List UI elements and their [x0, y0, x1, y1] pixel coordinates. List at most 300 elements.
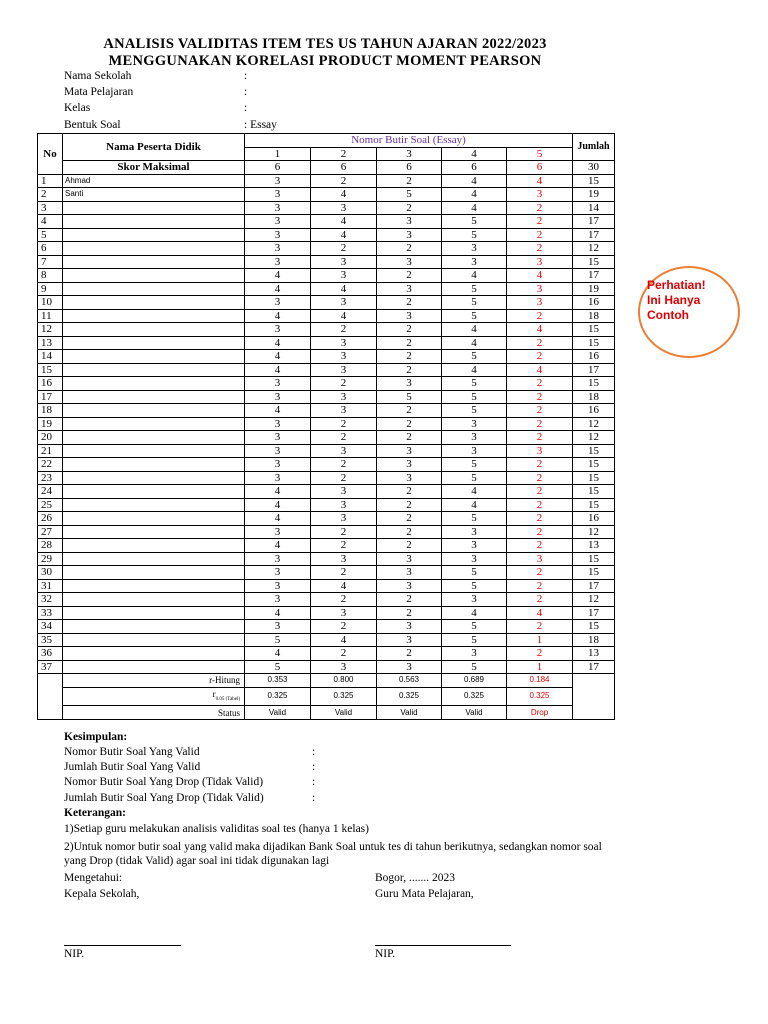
header-no: No	[38, 134, 63, 175]
total-cell: 12	[573, 242, 615, 256]
total-cell: 16	[573, 296, 615, 310]
score-cell: 3	[245, 296, 311, 310]
info-row-mata-pelajaran	[64, 86, 247, 98]
row-number: 12	[38, 323, 63, 337]
score-cell: 5	[245, 633, 311, 647]
stat-blank-right	[573, 674, 615, 720]
total-cell: 17	[573, 269, 615, 283]
score-cell: 3	[377, 552, 442, 566]
table-row	[38, 255, 615, 269]
score-cell: 3	[442, 417, 507, 431]
table-row	[38, 458, 615, 472]
row-number: 6	[38, 242, 63, 256]
table-row	[38, 525, 615, 539]
total-cell: 15	[573, 323, 615, 337]
table-row	[38, 579, 615, 593]
score-cell: 2	[377, 174, 442, 188]
score-cell: 4	[245, 363, 311, 377]
student-name	[63, 633, 245, 647]
table-row	[38, 228, 615, 242]
score-cell: 3	[442, 242, 507, 256]
score-cell: 2	[507, 485, 573, 499]
item-number: 1	[245, 147, 311, 161]
total-cell: 15	[573, 444, 615, 458]
row-number: 24	[38, 485, 63, 499]
signature-right-top: Bogor, ....... 2023	[375, 872, 456, 884]
score-cell: 2	[507, 539, 573, 553]
row-number: 16	[38, 377, 63, 391]
score-cell: 2	[311, 593, 377, 607]
kesimpulan-item: Jumlah Butir Soal Yang Drop (Tidak Valid)	[64, 792, 264, 804]
score-cell: 3	[377, 633, 442, 647]
student-name	[63, 417, 245, 431]
score-cell: 2	[377, 296, 442, 310]
table-row	[38, 620, 615, 634]
score-cell: 3	[311, 350, 377, 364]
student-name	[63, 269, 245, 283]
score-cell: 5	[442, 296, 507, 310]
score-cell: 3	[377, 255, 442, 269]
score-cell: 3	[245, 377, 311, 391]
score-cell: 3	[245, 593, 311, 607]
total-cell: 16	[573, 350, 615, 364]
score-cell: 2	[311, 431, 377, 445]
score-cell: 4	[245, 404, 311, 418]
score-cell: 4	[311, 633, 377, 647]
table-row	[38, 296, 615, 310]
score-cell: 2	[377, 242, 442, 256]
total-cell: 19	[573, 188, 615, 202]
kesimpulan-item: Nomor Butir Soal Yang Drop (Tidak Valid)	[64, 776, 264, 788]
student-name	[63, 242, 245, 256]
score-cell: 3	[245, 552, 311, 566]
score-cell: 2	[507, 498, 573, 512]
row-number: 15	[38, 363, 63, 377]
row-number: 25	[38, 498, 63, 512]
score-cell: 5	[377, 188, 442, 202]
rtabel-value: 0.325	[442, 687, 507, 706]
row-number: 27	[38, 525, 63, 539]
score-cell: 3	[377, 579, 442, 593]
table-row	[38, 552, 615, 566]
score-cell: 4	[442, 269, 507, 283]
student-name	[63, 296, 245, 310]
score-cell: 2	[507, 242, 573, 256]
student-name	[63, 512, 245, 526]
score-cell: 2	[377, 498, 442, 512]
row-number: 14	[38, 350, 63, 364]
score-cell: 4	[245, 606, 311, 620]
table-row	[38, 431, 615, 445]
table-row	[38, 350, 615, 364]
student-name	[63, 471, 245, 485]
score-cell: 3	[311, 498, 377, 512]
score-cell: 2	[377, 539, 442, 553]
score-cell: 3	[245, 201, 311, 215]
score-cell: 2	[507, 417, 573, 431]
total-cell: 18	[573, 633, 615, 647]
score-cell: 2	[507, 201, 573, 215]
total-cell: 15	[573, 485, 615, 499]
score-cell: 4	[245, 336, 311, 350]
skor-maksimal-value: 6	[245, 161, 311, 175]
score-cell: 3	[245, 228, 311, 242]
info-value: :	[244, 70, 248, 82]
score-cell: 2	[507, 566, 573, 580]
rtabel-label-main: r	[212, 688, 216, 699]
score-cell: 4	[442, 363, 507, 377]
row-number: 19	[38, 417, 63, 431]
total-cell: 17	[573, 660, 615, 674]
rhitung-value: 0.353	[245, 674, 311, 688]
student-name	[63, 620, 245, 634]
skor-maksimal-value: 6	[507, 161, 573, 175]
total-cell: 16	[573, 512, 615, 526]
score-cell: 3	[311, 660, 377, 674]
score-cell: 2	[507, 620, 573, 634]
total-cell: 18	[573, 309, 615, 323]
score-cell: 3	[377, 444, 442, 458]
score-cell: 5	[442, 660, 507, 674]
student-name: Santi	[63, 188, 245, 202]
student-name	[63, 309, 245, 323]
score-cell: 2	[377, 606, 442, 620]
status-value: Valid	[311, 706, 377, 720]
kesimpulan-colon: :	[312, 746, 316, 758]
score-cell: 2	[507, 404, 573, 418]
table-row	[38, 377, 615, 391]
score-cell: 2	[377, 593, 442, 607]
kesimpulan-colon: :	[312, 761, 316, 773]
score-cell: 4	[442, 485, 507, 499]
table-row	[38, 215, 615, 229]
score-cell: 3	[245, 579, 311, 593]
score-cell: 5	[442, 471, 507, 485]
status-value: Drop	[507, 706, 573, 720]
score-cell: 3	[245, 255, 311, 269]
score-cell: 3	[245, 471, 311, 485]
score-cell: 3	[377, 471, 442, 485]
row-number: 5	[38, 228, 63, 242]
score-cell: 2	[377, 512, 442, 526]
student-name	[63, 404, 245, 418]
score-cell: 5	[442, 633, 507, 647]
score-cell: 3	[442, 525, 507, 539]
info-value: :	[244, 86, 248, 98]
signature-left-top: Mengetahui:	[64, 872, 123, 884]
table-row	[38, 309, 615, 323]
row-number: 33	[38, 606, 63, 620]
score-cell: 3	[311, 255, 377, 269]
student-name	[63, 363, 245, 377]
total-cell: 15	[573, 377, 615, 391]
score-cell: 2	[507, 228, 573, 242]
table-row	[38, 174, 615, 188]
score-cell: 2	[311, 174, 377, 188]
info-label: Kelas	[64, 102, 91, 114]
total-cell: 15	[573, 471, 615, 485]
score-cell: 5	[442, 458, 507, 472]
score-cell: 2	[507, 377, 573, 391]
score-cell: 3	[377, 620, 442, 634]
score-cell: 2	[311, 458, 377, 472]
score-cell: 4	[507, 363, 573, 377]
score-cell: 3	[442, 539, 507, 553]
document-title: ANALISIS VALIDITAS ITEM TES US TAHUN AJARAN 2022/2023	[103, 36, 547, 52]
table-row	[38, 282, 615, 296]
table-row	[38, 498, 615, 512]
signature-left-nip: NIP.	[64, 948, 85, 960]
score-cell: 2	[377, 269, 442, 283]
score-cell: 3	[442, 552, 507, 566]
score-cell: 3	[311, 606, 377, 620]
rtabel-value: 0.325	[311, 687, 377, 706]
rtabel-row	[38, 687, 615, 706]
total-cell: 13	[573, 539, 615, 553]
row-number: 13	[38, 336, 63, 350]
row-number: 1	[38, 174, 63, 188]
table-row	[38, 188, 615, 202]
total-cell: 15	[573, 552, 615, 566]
row-number: 21	[38, 444, 63, 458]
score-cell: 3	[311, 269, 377, 283]
table-row	[38, 660, 615, 674]
row-number: 30	[38, 566, 63, 580]
table-row	[38, 633, 615, 647]
score-cell: 4	[311, 579, 377, 593]
score-cell: 3	[311, 296, 377, 310]
score-cell: 2	[311, 417, 377, 431]
total-cell: 15	[573, 566, 615, 580]
score-cell: 5	[442, 377, 507, 391]
score-cell: 2	[311, 539, 377, 553]
score-cell: 3	[507, 444, 573, 458]
table-row	[38, 539, 615, 553]
total-cell: 15	[573, 458, 615, 472]
status-value: Valid	[442, 706, 507, 720]
row-number: 4	[38, 215, 63, 229]
score-cell: 3	[507, 282, 573, 296]
student-name	[63, 552, 245, 566]
score-cell: 4	[442, 188, 507, 202]
student-name	[63, 323, 245, 337]
score-cell: 2	[311, 525, 377, 539]
student-name	[63, 228, 245, 242]
score-cell: 2	[377, 336, 442, 350]
score-cell: 3	[377, 458, 442, 472]
score-cell: 3	[311, 390, 377, 404]
score-cell: 4	[245, 269, 311, 283]
row-number: 23	[38, 471, 63, 485]
score-cell: 3	[245, 525, 311, 539]
total-cell: 19	[573, 282, 615, 296]
score-cell: 3	[377, 566, 442, 580]
rhitung-value: 0.689	[442, 674, 507, 688]
score-cell: 4	[442, 201, 507, 215]
student-name	[63, 215, 245, 229]
score-cell: 4	[442, 498, 507, 512]
score-cell: 2	[507, 512, 573, 526]
info-label: Nama Sekolah	[64, 70, 132, 82]
table-row	[38, 593, 615, 607]
status-value: Valid	[245, 706, 311, 720]
rtabel-value: 0.325	[377, 687, 442, 706]
score-cell: 4	[311, 228, 377, 242]
info-row-kelas	[64, 102, 247, 114]
keterangan-heading: Keterangan:	[64, 807, 126, 819]
score-cell: 4	[507, 606, 573, 620]
info-label: Mata Pelajaran	[64, 86, 134, 98]
table-row	[38, 363, 615, 377]
score-cell: 4	[507, 323, 573, 337]
score-cell: 2	[377, 363, 442, 377]
callout-line: Ini Hanya	[647, 293, 701, 307]
rhitung-label: r-Hitung	[63, 674, 245, 688]
rhitung-value: 0.184	[507, 674, 573, 688]
student-name	[63, 390, 245, 404]
header-nama: Nama Peserta Didik	[63, 134, 245, 161]
status-row	[38, 706, 615, 720]
score-cell: 5	[442, 282, 507, 296]
score-cell: 5	[442, 215, 507, 229]
score-cell: 2	[507, 471, 573, 485]
rhitung-value: 0.800	[311, 674, 377, 688]
score-cell: 4	[245, 512, 311, 526]
total-cell: 15	[573, 174, 615, 188]
info-row-nama-sekolah	[64, 70, 247, 82]
student-name: Ahmad	[63, 174, 245, 188]
score-cell: 2	[507, 458, 573, 472]
score-cell: 3	[245, 566, 311, 580]
rhitung-row	[38, 674, 615, 688]
row-number: 8	[38, 269, 63, 283]
info-value: : Essay	[244, 119, 277, 131]
score-cell: 3	[245, 458, 311, 472]
score-cell: 3	[245, 431, 311, 445]
score-cell: 2	[311, 620, 377, 634]
score-cell: 3	[311, 444, 377, 458]
student-name	[63, 593, 245, 607]
rtabel-label-sub: 0.05 (Tabel)	[215, 696, 240, 702]
score-cell: 3	[442, 593, 507, 607]
total-cell: 12	[573, 525, 615, 539]
table-row	[38, 404, 615, 418]
score-cell: 2	[507, 593, 573, 607]
row-number: 22	[38, 458, 63, 472]
status-value: Valid	[377, 706, 442, 720]
table-row	[38, 201, 615, 215]
keterangan-line: 2)Untuk nomor butir soal yang valid maka dijadikan Bank Soal untuk tes di tahun berikutnya, sedangkan nomor soal	[64, 841, 602, 853]
student-name	[63, 579, 245, 593]
student-name	[63, 660, 245, 674]
score-cell: 2	[507, 647, 573, 661]
score-cell: 3	[311, 512, 377, 526]
row-number: 2	[38, 188, 63, 202]
score-cell: 2	[507, 215, 573, 229]
table-row	[38, 269, 615, 283]
student-name	[63, 431, 245, 445]
row-number: 17	[38, 390, 63, 404]
total-cell: 17	[573, 606, 615, 620]
score-cell: 4	[311, 309, 377, 323]
score-cell: 2	[507, 336, 573, 350]
document-subtitle: MENGGUNAKAN KORELASI PRODUCT MOMENT PEARSON	[108, 53, 542, 69]
info-row-bentuk-soal	[64, 119, 277, 131]
score-cell: 2	[377, 417, 442, 431]
score-cell: 2	[377, 350, 442, 364]
row-number: 34	[38, 620, 63, 634]
score-cell: 3	[245, 417, 311, 431]
student-name	[63, 282, 245, 296]
skor-maksimal-value: 6	[377, 161, 442, 175]
table-row	[38, 647, 615, 661]
score-cell: 2	[377, 431, 442, 445]
score-cell: 5	[442, 566, 507, 580]
score-cell: 2	[377, 485, 442, 499]
row-number: 10	[38, 296, 63, 310]
score-cell: 4	[311, 215, 377, 229]
score-cell: 3	[311, 363, 377, 377]
rtabel-value: 0.325	[507, 687, 573, 706]
score-cell: 3	[311, 404, 377, 418]
score-cell: 2	[311, 377, 377, 391]
signature-right-nip: NIP.	[375, 948, 396, 960]
score-cell: 3	[245, 215, 311, 229]
table-row	[38, 444, 615, 458]
total-cell: 17	[573, 215, 615, 229]
table-row	[38, 242, 615, 256]
table-row	[38, 336, 615, 350]
score-cell: 3	[377, 282, 442, 296]
student-name	[63, 498, 245, 512]
score-cell: 4	[442, 336, 507, 350]
validity-table	[37, 133, 615, 720]
callout-line: Contoh	[647, 308, 689, 322]
total-cell: 15	[573, 336, 615, 350]
score-cell: 3	[377, 228, 442, 242]
row-number: 31	[38, 579, 63, 593]
table-row	[38, 471, 615, 485]
info-value: :	[244, 102, 248, 114]
row-number: 26	[38, 512, 63, 526]
student-name	[63, 444, 245, 458]
score-cell: 2	[377, 323, 442, 337]
skor-maksimal-label: Skor Maksimal	[63, 161, 245, 175]
score-cell: 3	[311, 485, 377, 499]
score-cell: 3	[245, 444, 311, 458]
item-number: 4	[442, 147, 507, 161]
score-cell: 3	[311, 336, 377, 350]
student-name	[63, 458, 245, 472]
table-row	[38, 485, 615, 499]
row-number: 9	[38, 282, 63, 296]
kesimpulan-colon: :	[312, 792, 316, 804]
score-cell: 2	[311, 647, 377, 661]
header-nomor-butir: Nomor Butir Soal (Essay)	[245, 134, 573, 148]
score-cell: 2	[311, 471, 377, 485]
row-number: 20	[38, 431, 63, 445]
score-cell: 4	[442, 323, 507, 337]
score-cell: 3	[442, 255, 507, 269]
score-cell: 3	[442, 431, 507, 445]
row-number: 36	[38, 647, 63, 661]
table-row	[38, 323, 615, 337]
kesimpulan-colon: :	[312, 776, 316, 788]
kesimpulan-item: Nomor Butir Soal Yang Valid	[64, 746, 200, 758]
score-cell: 3	[245, 174, 311, 188]
row-number: 7	[38, 255, 63, 269]
total-cell: 15	[573, 498, 615, 512]
